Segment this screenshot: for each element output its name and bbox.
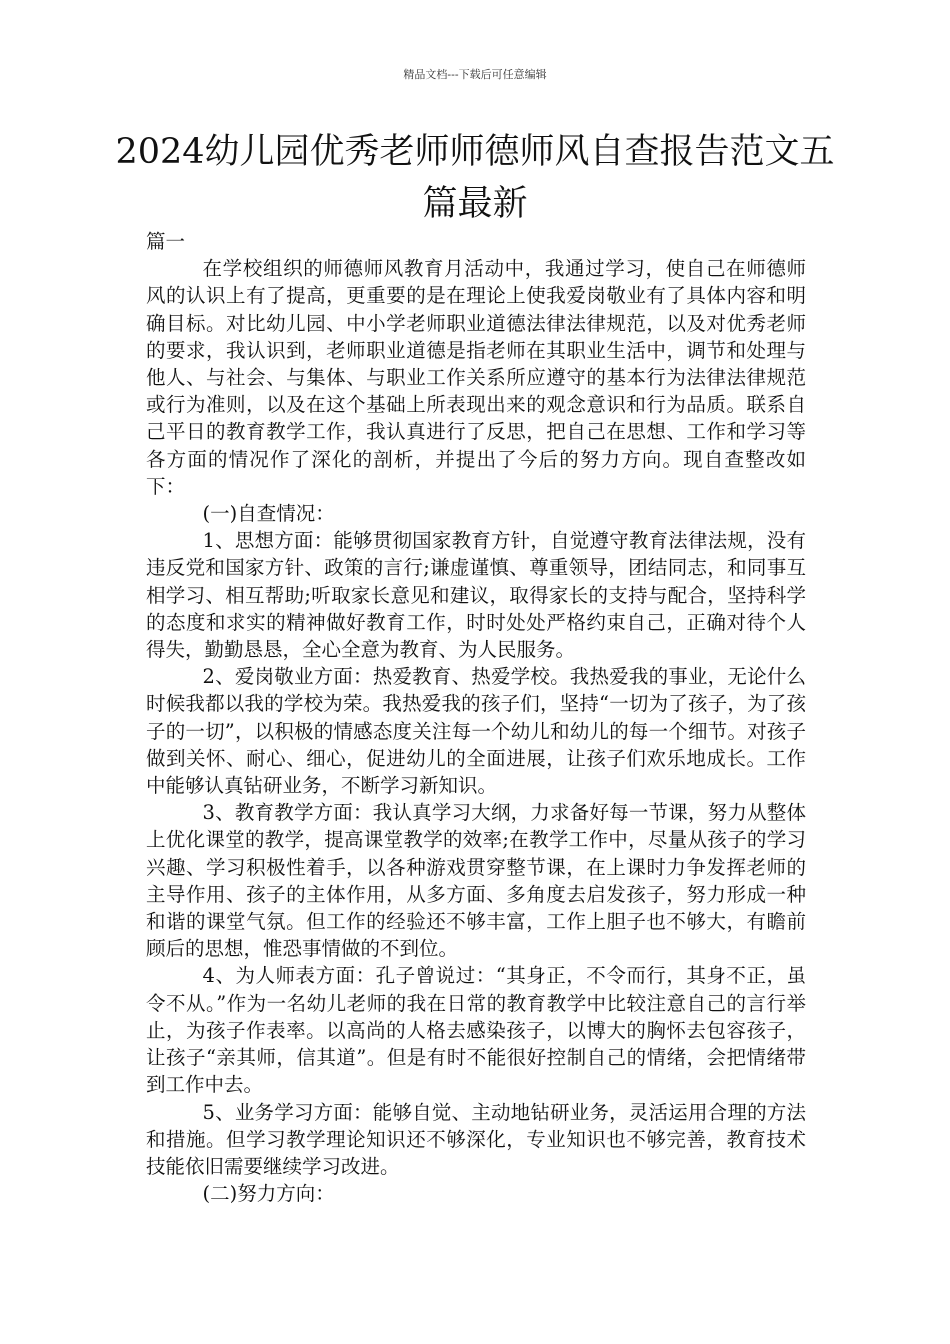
document-body (146, 228, 806, 1207)
heading-direction: (二)努力方向： (202, 1182, 335, 1206)
paragraph-role-model: 4、为人师表方面：孔子曾说过：“其身正，不令而行，其身不正，虽令不从。”作为一名幼儿老师的我在日常的教育教学中比较注意自己的言行举止，为孩子作表率。以高尚的人格去感染孩子，以博大的胸怀去包容孩子，让孩子“亲其师，信其道”。但是有时不能很好控制自己的情绪，会把情绪带到工作中去。 (146, 964, 806, 1097)
heading-self-check: (一)自查情况： (202, 502, 335, 526)
document-title: 2024幼儿园优秀老师师德师风自查报告范文五篇最新 (115, 132, 835, 224)
paragraph-intro: 在学校组织的师德师风教育月活动中，我通过学习，使自己在师德师风的认识上有了提高，更重要的是在理论上使我爱岗敬业有了具体内容和明确目标。对比幼儿园、中小学老师职业道德法律法律规范，以及对优秀老师的要求，我认识到，老师职业道德是指老师在其职业生活中，调节和处理与他人、与社会、与集体、与职业工作关系所应遵守的基本行为法律法律规范或行为准则，以及在这个基础上所表现出来的观念意识和行为品质。联系自己平日的教育教学工作，我认真进行了反思，把自己在思想、工作和学习等各方面的情况作了深化的剖析，并提出了今后的努力方向。现自查整改如下： (146, 257, 806, 498)
paragraph-teaching: 3、教育教学方面：我认真学习大纲，力求备好每一节课，努力从整体上优化课堂的教学，提高课堂教学的效率;在教学工作中，尽量从孩子的学习兴趣、学习积极性着手，以各种游戏贯穿整节课，在上课时力争发挥老师的主导作用、孩子的主体作用，从多方面、多角度去启发孩子，努力形成一种和谐的课堂气氛。但工作的经验还不够丰富，工作上胆子也不够大，有瞻前顾后的思想，惟恐事情做的不到位。 (146, 801, 806, 961)
section-label: 篇一 (146, 230, 186, 253)
header-note: 精品文档---下载后可任意编辑 (403, 68, 547, 81)
paragraph-dedication: 2、爱岗敬业方面：热爱教育、热爱学校。我热爱我的事业，无论什么时候我都以我的学校为荣。我热爱我的孩子们，坚持“一切为了孩子，为了孩子的一切”，以积极的情感态度关注每一个幼儿和幼儿的每一个细节。对孩子做到关怀、耐心、细心，促进幼儿的全面进展，让孩子们欢乐地成长。工作中能够认真钻研业务，不断学习新知识。 (146, 665, 806, 798)
paragraph-thought: 1、思想方面：能够贯彻国家教育方针，自觉遵守教育法律法规，没有违反党和国家方针、政策的言行;谦虚谨慎、尊重领导，团结同志，和同事互相学习、相互帮助;听取家长意见和建议，取得家长的支持与配合，坚持科学的态度和求实的精神做好教育工作，时时处处严格约束自己，正确对待个人得失，勤勤恳恳，全心全意为教育、为人民服务。 (146, 529, 806, 662)
paragraph-study: 5、业务学习方面：能够自觉、主动地钻研业务，灵活运用合理的方法和措施。但学习教学理论知识还不够深化，专业知识也不够完善，教育技术技能依旧需要继续学习改进。 (146, 1100, 806, 1178)
